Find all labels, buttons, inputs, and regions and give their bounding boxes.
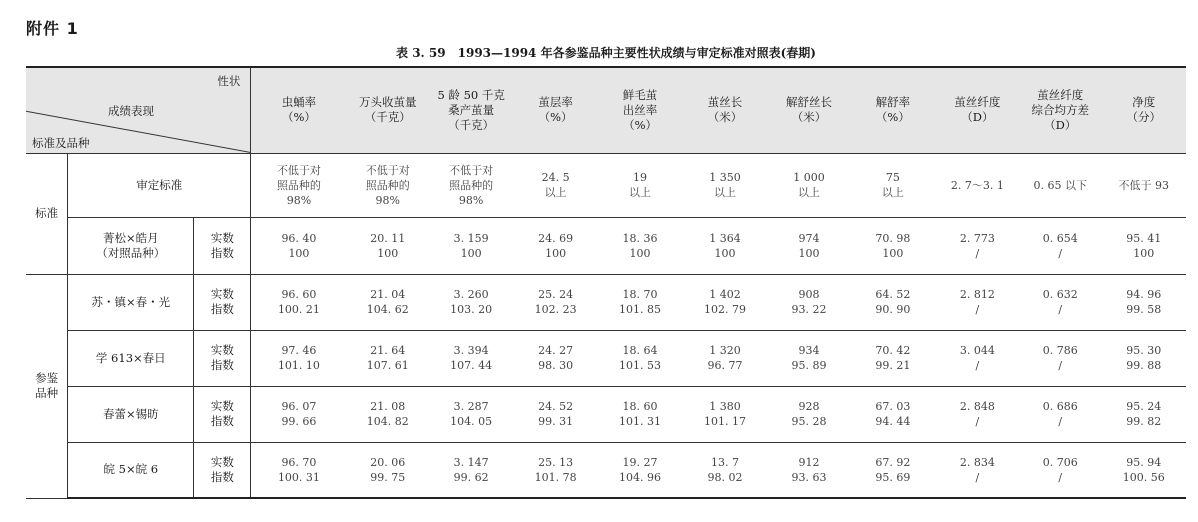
variety-4-actual-9: 0. 706 <box>1042 455 1078 469</box>
variety-2-actual-4: 18. 64 <box>622 344 658 357</box>
header-corner-cell <box>26 67 251 153</box>
variety-2-actual-6: 934 <box>798 344 820 357</box>
variety-2-value-4 <box>598 330 682 386</box>
variety-1-value-9 <box>1019 274 1101 330</box>
variety-2-value-6 <box>768 330 850 386</box>
variety-3-index-8: / <box>975 415 980 428</box>
variety-3-actual-7: 67. 03 <box>875 400 911 413</box>
variety-0-value-0 <box>251 217 347 274</box>
header-col-1-line-1: （千克） <box>364 110 411 125</box>
variety-2-actual-5: 1 320 <box>709 344 741 357</box>
variety-0-index-4: 100 <box>629 246 651 260</box>
variety-0-value-3 <box>513 217 597 274</box>
variety-0-index-5: 100 <box>714 246 736 260</box>
header-col-0 <box>251 67 347 153</box>
variety-1-index-0: 100. 21 <box>277 303 320 316</box>
variety-0-actual-0: 96. 40 <box>281 231 317 245</box>
variety-2-actual-10: 95. 30 <box>1126 344 1162 357</box>
variety-1-actual-3: 25. 24 <box>538 288 574 301</box>
variety-2-actual-2: 3. 394 <box>453 344 489 357</box>
header-col-2-line-1: 桑产茧量 <box>448 102 495 117</box>
variety-name-0-line-0: 菁松×皓月 <box>102 230 159 245</box>
variety-type-labels-0 <box>194 217 251 274</box>
variety-2-index-5: 96. 77 <box>707 359 743 372</box>
variety-4-value-4 <box>598 442 682 498</box>
variety-2-value-9 <box>1019 330 1101 386</box>
standard-row-label: 审定标准 <box>68 153 251 217</box>
variety-type-label-3-line-0: 实数 <box>210 399 234 413</box>
variety-4-actual-4: 19. 27 <box>622 455 658 469</box>
variety-name-2-line-0: 学 613×春日 <box>95 350 166 365</box>
variety-3-actual-4: 18. 60 <box>622 400 658 413</box>
variety-2-actual-7: 70. 42 <box>875 344 911 357</box>
variety-0-value-10 <box>1101 217 1186 274</box>
variety-row-1 <box>26 274 1186 330</box>
variety-name-1-line-0: 苏・镇×春・光 <box>91 294 171 309</box>
variety-4-index-6: 93. 63 <box>791 470 827 484</box>
variety-type-label-2-line-0: 实数 <box>210 343 234 357</box>
variety-2-index-6: 95. 89 <box>791 359 827 372</box>
variety-4-value-9 <box>1019 442 1101 498</box>
header-col-4 <box>598 67 682 153</box>
variety-0-index-9: / <box>1058 246 1063 260</box>
variety-2-value-10 <box>1101 330 1186 386</box>
group-participants-label <box>26 274 68 498</box>
variety-type-labels-4 <box>194 442 251 498</box>
variety-type-label-1-line-0: 实数 <box>210 287 234 301</box>
header-col-4-line-0: 鲜毛茧 <box>622 87 658 102</box>
variety-1-index-10: 99. 58 <box>1126 303 1162 316</box>
variety-name-3 <box>68 386 194 442</box>
variety-name-4 <box>68 442 194 498</box>
header-col-6 <box>768 67 850 153</box>
variety-type-labels-2 <box>194 330 251 386</box>
variety-1-index-6: 93. 22 <box>791 303 827 316</box>
variety-1-index-9: / <box>1058 303 1063 316</box>
header-col-9-line-1: 综合均方差 <box>1031 102 1089 117</box>
variety-2-value-3 <box>513 330 597 386</box>
header-col-5 <box>682 67 767 153</box>
variety-type-labels-1 <box>194 274 251 330</box>
variety-1-index-7: 90. 90 <box>875 303 911 316</box>
standard-value-1 <box>347 153 429 217</box>
variety-3-value-7 <box>850 386 935 442</box>
variety-0-actual-4: 18. 36 <box>622 231 658 245</box>
variety-3-index-0: 99. 66 <box>281 415 317 428</box>
standard-value-6 <box>768 153 850 217</box>
header-col-9-line-0: 茧丝纤度 <box>1037 87 1084 102</box>
standard-value-8 <box>936 153 1019 217</box>
variety-4-index-9: / <box>1058 470 1063 484</box>
header-col-7-line-1: （%） <box>875 110 910 125</box>
variety-0-actual-9: 0. 654 <box>1042 231 1078 245</box>
variety-0-actual-10: 95. 41 <box>1126 231 1162 245</box>
variety-1-index-3: 102. 23 <box>534 303 577 316</box>
variety-4-index-7: 95. 69 <box>875 470 911 484</box>
header-corner-traits: 性状 <box>217 74 241 88</box>
attachment-label: 附件 1 <box>26 19 79 38</box>
header-col-5-line-0: 茧丝长 <box>707 95 743 110</box>
variety-2-actual-1: 21. 64 <box>370 344 406 357</box>
variety-4-actual-1: 20. 06 <box>370 455 406 469</box>
standard-value-3-line-1: 以上 <box>544 186 567 199</box>
header-col-7 <box>850 67 935 153</box>
variety-4-index-4: 104. 96 <box>619 470 662 484</box>
variety-3-actual-2: 3. 287 <box>453 400 489 413</box>
variety-4-value-10 <box>1101 442 1186 498</box>
variety-2-actual-0: 97. 46 <box>281 344 317 357</box>
table-title: 表 3. 59 1993—1994 年各参鉴品种主要性状成绩与审定标准对照表(春期) <box>396 46 816 60</box>
header-col-7-line-0: 解舒率 <box>875 95 911 110</box>
variety-3-actual-5: 1 380 <box>709 400 741 413</box>
standard-value-0-line-2: 98% <box>286 193 312 207</box>
variety-4-value-0 <box>251 442 347 498</box>
variety-1-index-2: 103. 20 <box>450 303 493 316</box>
variety-4-actual-6: 912 <box>798 455 820 469</box>
variety-1-value-3 <box>513 274 597 330</box>
variety-3-actual-1: 21. 08 <box>370 400 406 413</box>
standard-value-4-line-0: 19 <box>633 171 648 184</box>
variety-0-actual-8: 2. 773 <box>959 231 995 245</box>
header-col-2 <box>429 67 513 153</box>
header-col-4-line-2: （%） <box>623 117 658 132</box>
group-standard-label: 标准 <box>26 153 68 274</box>
variety-1-value-8 <box>936 274 1019 330</box>
variety-4-actual-3: 25. 13 <box>538 455 574 469</box>
standard-value-2-line-2: 98% <box>458 193 484 207</box>
variety-type-label-1-line-1: 指数 <box>210 302 234 316</box>
variety-3-index-9: / <box>1058 415 1063 428</box>
header-col-2-line-0: 5 龄 50 千克 <box>437 87 505 102</box>
variety-1-value-5 <box>682 274 767 330</box>
variety-1-actual-9: 0. 632 <box>1042 288 1078 301</box>
variety-4-value-5 <box>682 442 767 498</box>
variety-3-value-8 <box>936 386 1019 442</box>
variety-type-labels-3 <box>194 386 251 442</box>
standard-value-3-line-0: 24. 5 <box>541 171 570 184</box>
variety-0-actual-6: 974 <box>798 231 820 245</box>
standard-value-6-line-0: 1 000 <box>793 171 825 184</box>
variety-type-label-4-line-0: 实数 <box>210 454 234 469</box>
variety-0-actual-5: 1 364 <box>709 231 741 245</box>
variety-1-actual-6: 908 <box>798 288 820 301</box>
variety-3-value-10 <box>1101 386 1186 442</box>
variety-2-value-7 <box>850 330 935 386</box>
variety-4-actual-2: 3. 147 <box>453 455 489 469</box>
variety-1-actual-2: 3. 260 <box>453 288 489 301</box>
variety-1-actual-8: 2. 812 <box>959 288 995 301</box>
variety-4-actual-10: 95. 94 <box>1126 455 1162 469</box>
variety-2-value-8 <box>936 330 1019 386</box>
standard-value-5 <box>682 153 767 217</box>
variety-4-actual-8: 2. 834 <box>959 455 995 469</box>
variety-2-value-0 <box>251 330 347 386</box>
variety-2-index-2: 107. 44 <box>450 359 493 372</box>
variety-1-value-1 <box>347 274 429 330</box>
variety-row-3 <box>26 386 1186 442</box>
variety-4-actual-5: 13. 7 <box>711 455 740 469</box>
variety-1-index-5: 102. 79 <box>704 303 747 316</box>
standard-value-2-line-1: 照品种的 <box>449 178 494 192</box>
variety-4-value-7 <box>850 442 935 498</box>
header-col-2-line-2: （千克） <box>448 117 495 132</box>
standard-value-5-line-1: 以上 <box>714 186 737 199</box>
header-col-8-line-1: （D） <box>961 110 994 125</box>
standard-value-10-line-0: 不低于 93 <box>1118 178 1169 192</box>
variety-4-index-5: 98. 02 <box>707 470 743 484</box>
variety-3-value-3 <box>513 386 597 442</box>
variety-0-value-9 <box>1019 217 1101 274</box>
variety-1-index-8: / <box>975 303 980 316</box>
variety-0-value-6 <box>768 217 850 274</box>
variety-4-value-3 <box>513 442 597 498</box>
standard-value-2-line-0: 不低于对 <box>449 163 494 177</box>
variety-0-index-3: 100 <box>545 246 567 260</box>
variety-2-value-5 <box>682 330 767 386</box>
standard-value-4-line-1: 以上 <box>629 186 652 199</box>
standard-value-9 <box>1019 153 1101 217</box>
variety-1-value-10 <box>1101 274 1186 330</box>
group-participants-line-1: 品种 <box>35 386 59 400</box>
variety-4-index-3: 101. 78 <box>534 470 577 484</box>
variety-4-index-2: 99. 62 <box>453 470 489 484</box>
variety-3-actual-8: 2. 848 <box>959 400 995 413</box>
variety-4-value-1 <box>347 442 429 498</box>
standard-value-1-line-1: 照品种的 <box>365 178 410 192</box>
variety-2-index-3: 98. 30 <box>538 359 574 372</box>
header-col-4-line-1: 出丝率 <box>622 102 658 117</box>
header-col-1 <box>347 67 429 153</box>
variety-2-actual-8: 3. 044 <box>959 344 995 357</box>
variety-2-index-7: 99. 21 <box>875 359 911 372</box>
header-col-3 <box>513 67 597 153</box>
variety-name-2 <box>68 330 194 386</box>
variety-1-value-4 <box>598 274 682 330</box>
variety-3-index-6: 95. 28 <box>791 415 827 428</box>
variety-type-label-0-line-1: 指数 <box>210 245 234 260</box>
variety-1-value-0 <box>251 274 347 330</box>
variety-1-actual-0: 96. 60 <box>281 288 317 301</box>
variety-3-index-10: 99. 82 <box>1126 415 1162 428</box>
standard-value-0 <box>251 153 347 217</box>
standard-value-9-line-0: 0. 65 以下 <box>1033 178 1087 192</box>
variety-1-index-4: 101. 85 <box>619 303 662 316</box>
variety-0-value-4 <box>598 217 682 274</box>
standard-value-7-line-0: 75 <box>885 171 900 184</box>
variety-0-actual-2: 3. 159 <box>453 231 489 245</box>
standard-value-6-line-1: 以上 <box>797 186 820 199</box>
variety-4-actual-7: 67. 92 <box>875 455 911 469</box>
variety-3-value-0 <box>251 386 347 442</box>
variety-3-index-7: 94. 44 <box>875 415 911 428</box>
variety-2-index-10: 99. 88 <box>1126 359 1162 372</box>
variety-type-label-0-line-0: 实数 <box>210 230 234 245</box>
variety-3-value-1 <box>347 386 429 442</box>
variety-3-index-3: 99. 31 <box>538 415 574 428</box>
variety-0-index-7: 100 <box>882 246 904 260</box>
standard-value-7 <box>850 153 935 217</box>
header-corner-standard: 标准及品种 <box>32 136 90 150</box>
variety-3-value-2 <box>429 386 513 442</box>
standard-value-2 <box>429 153 513 217</box>
header-col-6-line-0: 解舒丝长 <box>785 95 832 110</box>
variety-row-2 <box>26 330 1186 386</box>
standard-value-4 <box>598 153 682 217</box>
variety-name-3-line-0: 春蕾×锡昉 <box>102 406 159 421</box>
variety-0-index-10: 100 <box>1133 246 1155 260</box>
comparison-table <box>26 66 1186 499</box>
group-participants-line-0: 参鉴 <box>35 371 59 385</box>
header-col-10-line-0: 净度 <box>1132 95 1156 110</box>
header-col-6-line-1: （米） <box>791 110 827 125</box>
variety-0-value-1 <box>347 217 429 274</box>
variety-2-index-9: / <box>1058 359 1063 372</box>
variety-0-actual-1: 20. 11 <box>370 231 406 245</box>
variety-0-index-1: 100 <box>377 246 399 260</box>
variety-row-0 <box>26 217 1186 274</box>
variety-4-index-1: 99. 75 <box>370 470 406 484</box>
variety-1-actual-5: 1 402 <box>709 288 741 301</box>
header-col-10-line-1: （分） <box>1126 110 1161 125</box>
variety-2-value-2 <box>429 330 513 386</box>
header-col-8-line-0: 茧丝纤度 <box>954 95 1001 110</box>
variety-type-label-2-line-1: 指数 <box>210 358 234 372</box>
variety-0-index-8: / <box>975 246 980 260</box>
variety-4-index-0: 100. 31 <box>277 470 320 484</box>
header-col-0-line-1: （%） <box>281 110 316 125</box>
standard-value-10 <box>1101 153 1186 217</box>
variety-0-value-2 <box>429 217 513 274</box>
header-row <box>26 67 1186 153</box>
variety-2-index-4: 101. 53 <box>619 359 662 372</box>
variety-3-actual-6: 928 <box>798 400 820 413</box>
standard-value-0-line-0: 不低于对 <box>276 163 321 177</box>
standard-value-0-line-1: 照品种的 <box>276 178 321 192</box>
header-col-9-line-2: （D） <box>1044 117 1077 132</box>
variety-3-value-9 <box>1019 386 1101 442</box>
variety-type-label-3-line-1: 指数 <box>210 414 234 428</box>
variety-0-actual-3: 24. 69 <box>538 231 574 245</box>
variety-2-actual-3: 24. 27 <box>538 344 574 357</box>
variety-2-actual-9: 0. 786 <box>1042 344 1078 357</box>
header-corner-performance: 成绩表现 <box>108 104 154 118</box>
variety-type-label-4-line-1: 指数 <box>210 469 234 484</box>
variety-3-index-1: 104. 82 <box>366 415 409 428</box>
variety-3-value-4 <box>598 386 682 442</box>
variety-row-4 <box>26 442 1186 498</box>
standard-value-1-line-0: 不低于对 <box>365 163 410 177</box>
header-col-3-line-0: 茧层率 <box>538 95 573 110</box>
header-col-8 <box>936 67 1019 153</box>
variety-3-value-6 <box>768 386 850 442</box>
variety-3-actual-0: 96. 07 <box>281 400 317 413</box>
variety-name-1 <box>68 274 194 330</box>
variety-3-actual-3: 24. 52 <box>538 400 574 413</box>
standard-value-7-line-1: 以上 <box>881 186 904 199</box>
standard-value-3 <box>513 153 597 217</box>
header-col-0-line-0: 虫蛹率 <box>281 95 317 110</box>
variety-3-actual-9: 0. 686 <box>1042 400 1078 413</box>
variety-4-value-6 <box>768 442 850 498</box>
header-col-1-line-0: 万头收茧量 <box>358 95 417 110</box>
variety-1-value-7 <box>850 274 935 330</box>
variety-name-0-line-1: （对照品种） <box>96 245 166 260</box>
standard-value-5-line-0: 1 350 <box>709 171 741 184</box>
variety-4-index-10: 100. 56 <box>1122 470 1165 484</box>
variety-1-actual-1: 21. 04 <box>370 288 406 301</box>
standard-value-8-line-0: 2. 7～3. 1 <box>950 178 1004 192</box>
variety-name-0 <box>68 217 194 274</box>
variety-4-actual-0: 96. 70 <box>281 455 317 469</box>
standard-value-1-line-2: 98% <box>375 193 400 207</box>
variety-3-value-5 <box>682 386 767 442</box>
variety-1-actual-10: 94. 96 <box>1126 288 1162 301</box>
header-col-5-line-1: （米） <box>707 110 743 125</box>
variety-2-value-1 <box>347 330 429 386</box>
variety-0-index-0: 100 <box>288 246 310 260</box>
variety-0-index-2: 100 <box>460 246 482 260</box>
variety-2-index-1: 107. 61 <box>366 359 409 372</box>
variety-0-index-6: 100 <box>798 246 820 260</box>
standard-row <box>26 153 1186 217</box>
variety-1-actual-7: 64. 52 <box>875 288 911 301</box>
variety-1-value-6 <box>768 274 850 330</box>
variety-1-index-1: 104. 62 <box>366 303 409 316</box>
variety-0-value-7 <box>850 217 935 274</box>
header-col-9 <box>1019 67 1101 153</box>
variety-0-value-8 <box>936 217 1019 274</box>
variety-1-value-2 <box>429 274 513 330</box>
variety-4-value-8 <box>936 442 1019 498</box>
variety-2-index-8: / <box>975 359 980 372</box>
variety-0-actual-7: 70. 98 <box>875 231 911 245</box>
variety-4-value-2 <box>429 442 513 498</box>
variety-4-index-8: / <box>975 470 980 484</box>
header-col-10 <box>1101 67 1186 153</box>
variety-name-4-line-0: 皖 5×皖 6 <box>103 462 159 477</box>
variety-3-index-4: 101. 31 <box>619 415 662 428</box>
variety-3-actual-10: 95. 24 <box>1126 400 1162 413</box>
variety-3-index-2: 104. 05 <box>450 415 493 428</box>
header-col-3-line-1: （%） <box>538 110 573 125</box>
variety-1-actual-4: 18. 70 <box>622 288 658 301</box>
variety-3-index-5: 101. 17 <box>704 415 747 428</box>
variety-2-index-0: 101. 10 <box>277 359 320 372</box>
variety-0-value-5 <box>682 217 767 274</box>
